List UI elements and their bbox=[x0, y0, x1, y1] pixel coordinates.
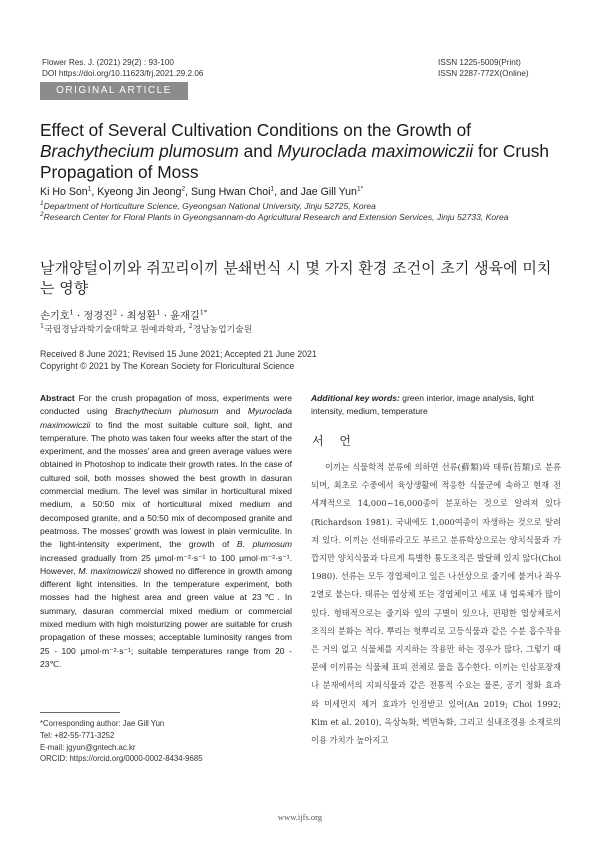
key-words-label: Additional key words: bbox=[311, 393, 400, 403]
corresponding-author: *Corresponding author: Jae Gill Yun bbox=[40, 719, 165, 728]
korean-title: 날개양털이끼와 쥐꼬리이끼 분쇄번식 시 몇 가지 환경 조건이 초기 생육에 미치는 영향 bbox=[40, 259, 552, 297]
correspondence-footnote bbox=[40, 718, 203, 765]
species-name: Brachythecium plumosum bbox=[40, 141, 239, 161]
footer-url[interactable]: www.ijfs.org bbox=[277, 812, 323, 822]
article-type-badge: ORIGINAL ARTICLE bbox=[40, 82, 188, 100]
introduction-text bbox=[311, 458, 561, 749]
korean-affiliations: $^1$국립경남과학기술대학교 원예과학과, $^2$경남농업기술원 bbox=[40, 322, 253, 335]
article-dates bbox=[40, 348, 317, 372]
email-link[interactable]: E-mail: jgyun@gntech.ac.kr bbox=[40, 742, 136, 752]
footnote-divider bbox=[40, 712, 120, 713]
author-name: Kyeong Jin Jeong bbox=[97, 186, 182, 198]
journal-citation bbox=[42, 57, 203, 79]
issn-print: ISSN 1225-5009(Print) bbox=[438, 58, 521, 67]
orcid-link[interactable]: ORCID: https://orcid.org/0000-0002-8434-9685 bbox=[40, 754, 203, 764]
paper-title: Effect of Several Cultivation Conditions on the Growth of Brachythecium plumosum and Myuroclada maximowiczii for Crush Propagation of Moss bbox=[40, 120, 550, 182]
introduction-paragraph: 이끼는 식물학적 분류에 의하면 선류(蘚類)와 태류(苔類)로 분류되며, 최초로 수중에서 육상생활에 적응한 식물군에 속하고 현재 전 세계적으로 14,000~16,000종이 분포하는 것으로 알려져 있다(Richardson 1981). 국내에도 1,000여종이 자생하는 것으로 알려져 있다. 이끼는 선태류라고도 부르고 분류학상으로는 양치식물과 가깝지만 양치식물과 다르게 특별한 통도조직은 발달해 있지 않다(Choi 1980). 선류는 모두 경엽체이고 잎은 나선상으로 줄기에 붙거나 좌우 2열로 붙는다. 태류는 엽상체 또는 경엽체이고 세포 내 엽록체가 많이 있다. 형태적으로는 줄기와 잎의 구별이 있으나, 편평한 엽상체로서 조직의 분화는 적다. 뿌리는 헛뿌리로 고등식물과 같은 수분 흡수작용은 거의 없고 식물체를 지지하는 작용만 하는 경우가 많다. 그렇기 때문에 이끼류는 식물체 표피 전체로 물을 흡수한다. 이끼는 인삼포장재나 분재에서의 지피식물과 같은 전통적 수요는 물론, 공기 정화 효과와 미세먼지 제거 효과가 인정받고 있어(An 2019; Choi 1992; Kim et al. 2010), 옥상녹화, 벽면녹화, 그리고 실내조경용 소재로의 이용 가치가 높아지고 bbox=[311, 462, 561, 746]
abstract: Abstract For the crush propagation of moss, experiments were conducted using Brachythecium plumosum and Myuroclada maximowiczii to find the most suitable culture soil, light, and temperature. The photo was taken four weeks after the start of the experiment, and the mosses' area and green average values were obtained in Photoshop to indicate their growth rates. In the case of cultured soil, both mosses showed the best growth in dasuran commercial medium. The level was similar in horticultural mixed medium, a 50:50 mix of horticultural mixed medium and decomposed granite, and a 50:50 mix of decomposed granite and peatmoss. The mosses' growth was lowest in plain vermiculite. In the light-intensity experiment, the growth of B. plumosum increased gradually from 25 µmol·m⁻²·s⁻¹ to 100 µmol·m⁻²·s⁻¹. However, M. maximowiczii showed no difference in growth among different light intensities. In the temperature experiment, both mosses had the highest area and green value at 23℃. In summary, dasuran commercial mixed medium or commercial mixed medium with high moisturizing power are suitable for crush propagation of these mosses; acceptable luminosity ranges from 25 - 100 µmol·m⁻²·s⁻¹; suitable temperatures range from 20 - 23℃. bbox=[40, 393, 293, 669]
affiliation-1: $^1$Department of Horticulture Science, Gyeongsan National University, Jinju 52725, Korea bbox=[40, 200, 376, 211]
key-words: Additional key words: green interior, image analysis, light intensity, medium, temperature bbox=[311, 393, 534, 417]
doi-link[interactable]: DOI https://doi.org/10.11623/frj.2021.29.2.06 bbox=[42, 69, 204, 78]
korean-author-list: 손기호$^1$ · 정경진$^2$ · 최성환$^1$ · 윤재길$^{1*}$ bbox=[40, 308, 208, 322]
received-dates: Received 8 June 2021; Revised 15 June 2021; Accepted 21 June 2021 bbox=[40, 349, 317, 359]
species-name: Myuroclada maximowiczii bbox=[277, 141, 474, 161]
journal-line: Flower Res. J. (2021) 29(2) : 93-100 bbox=[42, 58, 174, 67]
abstract-label: Abstract bbox=[40, 393, 75, 403]
section-heading-introduction: 서 언 bbox=[312, 434, 357, 448]
affiliation-2: $^2$Research Center for Floral Plants in Gyeongsannam-do Agricultural Research and Extension Services, Jinju 52733, Korea bbox=[40, 211, 509, 222]
copyright-line: Copyright © 2021 by The Korean Society for Floricultural Science bbox=[40, 361, 295, 371]
issn-block bbox=[438, 57, 558, 79]
phone-number: Tel: +82-55-771-3252 bbox=[40, 730, 115, 740]
issn-online: ISSN 2287-772X(Online) bbox=[438, 69, 529, 78]
author-list: Ki Ho Son$^1$, Kyeong Jin Jeong$^2$, Sung Hwan Choi$^1$, and Jae Gill Yun$^{1*}$ bbox=[40, 185, 364, 198]
author-name: Sung Hwan Choi bbox=[190, 186, 271, 198]
author-name: Ki Ho Son bbox=[40, 186, 88, 198]
author-name: Jae Gill Yun bbox=[300, 186, 357, 198]
